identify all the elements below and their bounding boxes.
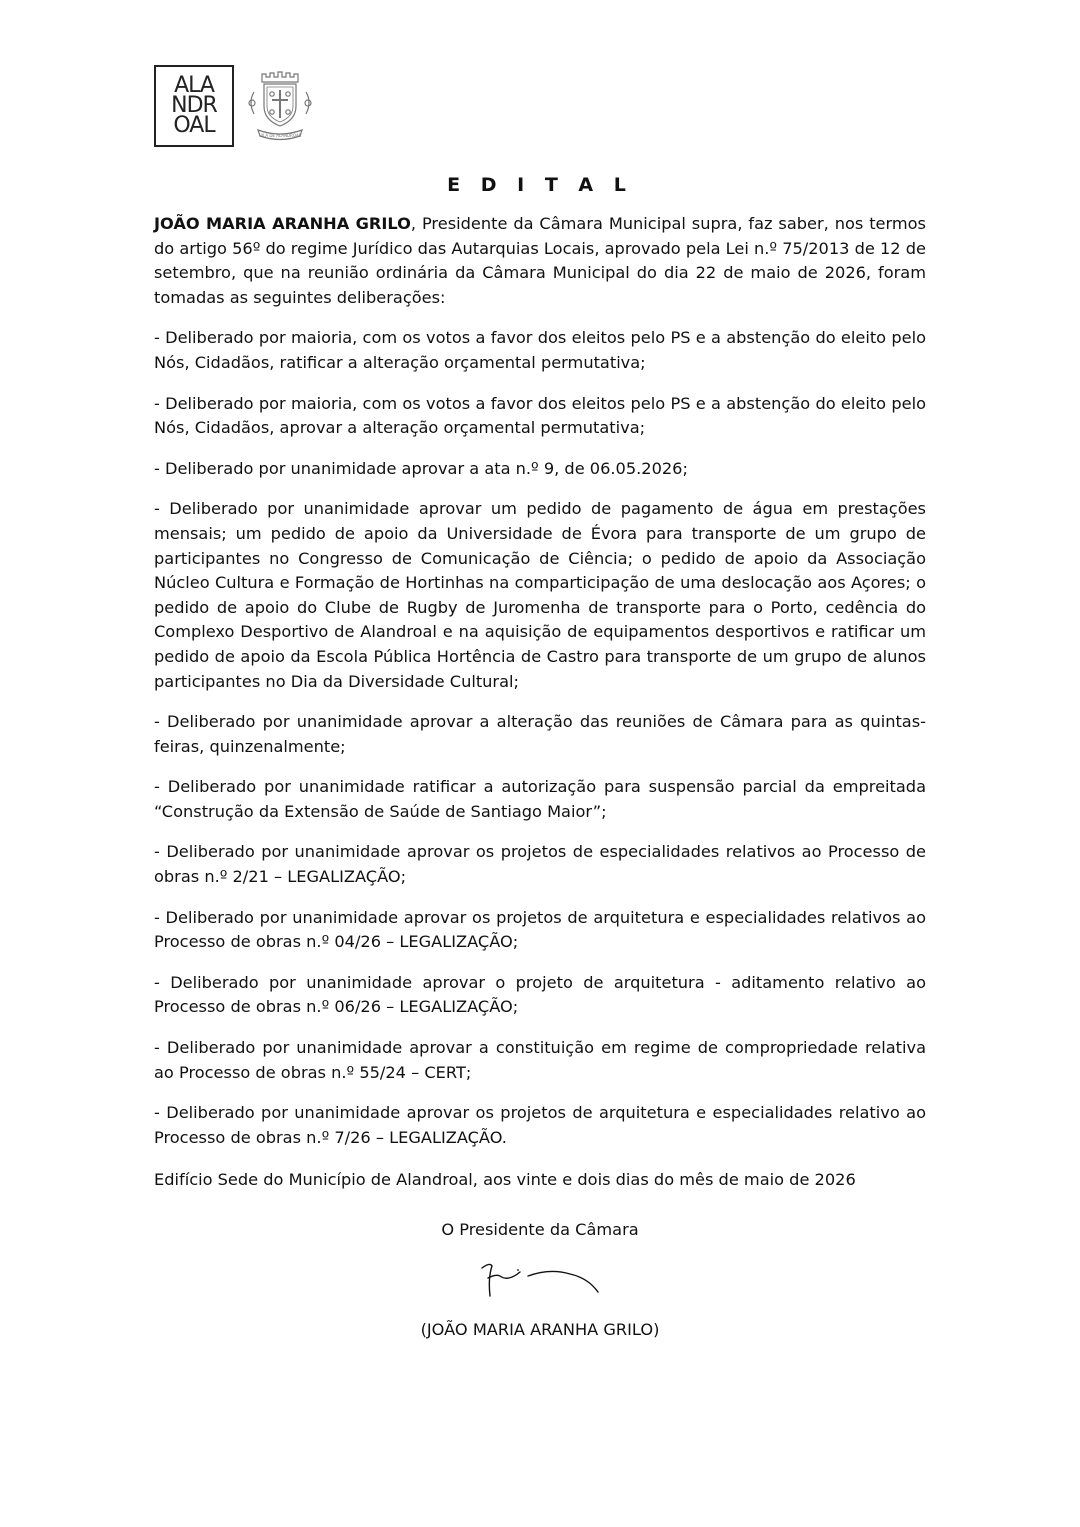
deliberation-item: - Deliberado por unanimidade aprovar a ata n.º 9, de 06.05.2026; [154,458,688,478]
crest-caption: VILA DE ALANDROAL [259,133,301,138]
deliberation-item: - Deliberado por maioria, com os votos a favor dos eleitos pelo PS e a abstenção do eleito pelo Nós, Cidadãos, ratificar a alteração orçamental permutativa; [154,328,926,372]
deliberation-item: - Deliberado por unanimidade aprovar um pedido de pagamento de água em prestações mensais; um pedido de apoio da Universidade de Évora para transporte de um grupo de participantes no Congresso de Comunicação de Ciência; o pedido de apoio da Associação Núcleo Cultura e Formação de Hortinhas na comparticipação de uma deslocação aos Açores; o pedido de apoio do Clube de Rugby de Juromenha de transporte para o Porto, cedência do Complexo Desportivo de Alandroal e na aquisição de equipamentos desportivos e ratificar um pedido de apoio da Escola Pública Hortência de Castro para transporte de um grupo de alunos participantes no Dia da Diversidade Cultural; [154,499,926,691]
president-name: JOÃO MARIA ARANHA GRILO [154,214,411,233]
deliberation-item: - Deliberado por maioria, com os votos a favor dos eleitos pelo PS e a abstenção do eleito pelo Nós, Cidadãos, aprovar a alteração orçamental permutativa; [154,393,926,438]
handwritten-signature [470,1258,610,1306]
intro-paragraph [154,212,926,310]
deliberation-item: - Deliberado por unanimidade aprovar o projeto de arquitetura - aditamento relativo ao Processo de obras n.º 06/26 – LEGALIZAÇÃO; [154,972,926,1017]
document-title: E D I T A L [447,174,633,196]
logo-line: ALA [174,73,214,98]
signer-title: O Presidente da Câmara [441,1220,639,1239]
document-body [154,212,926,1166]
municipal-crest-icon [244,68,316,144]
deliberation-item: - Deliberado por unanimidade aprovar os projetos de arquitetura e especialidades relativos ao Processo de obras n.º 04/26 – LEGALIZAÇÃO; [154,907,926,952]
closing-statement: Edifício Sede do Município de Alandroal, aos vinte e dois dias do mês de maio de 2026 [154,1170,856,1189]
deliberation-item: - Deliberado por unanimidade aprovar os projetos de arquitetura e especialidades relativo ao Processo de obras n.º 7/26 – LEGALIZAÇÃO. [154,1103,926,1147]
logo-line: OAL [173,113,215,138]
deliberation-item: - Deliberado por unanimidade ratificar a autorização para suspensão parcial da empreitada “Construção da Extensão de Saúde de Santiago Maior”; [154,777,926,821]
logo-line: NDR [171,93,217,118]
signer-name: (JOÃO MARIA ARANHA GRILO) [420,1320,660,1339]
deliberation-item: - Deliberado por unanimidade aprovar os projetos de especialidades relativos ao Processo de obras n.º 2/21 – LEGALIZAÇÃO; [154,842,926,887]
deliberation-item: - Deliberado por unanimidade aprovar a alteração das reuniões de Câmara para as quintas-feiras, quinzenalmente; [154,712,926,756]
intro-text: , Presidente da Câmara Municipal supra, faz saber, nos termos do artigo 56º do regime Jurídico das Autarquias Locais, aprovado pela Lei n.º 75/2013 de 12 de setembro, que na reunião ordinária da Câmara Municipal do dia 22 de maio de 2026, foram tomadas as seguintes deliberações: [154,214,926,307]
deliberation-item: - Deliberado por unanimidade aprovar a constituição em regime de compropriedade relativa ao Processo de obras n.º 55/24 – CERT; [154,1038,926,1082]
alandroal-logo [154,65,234,147]
